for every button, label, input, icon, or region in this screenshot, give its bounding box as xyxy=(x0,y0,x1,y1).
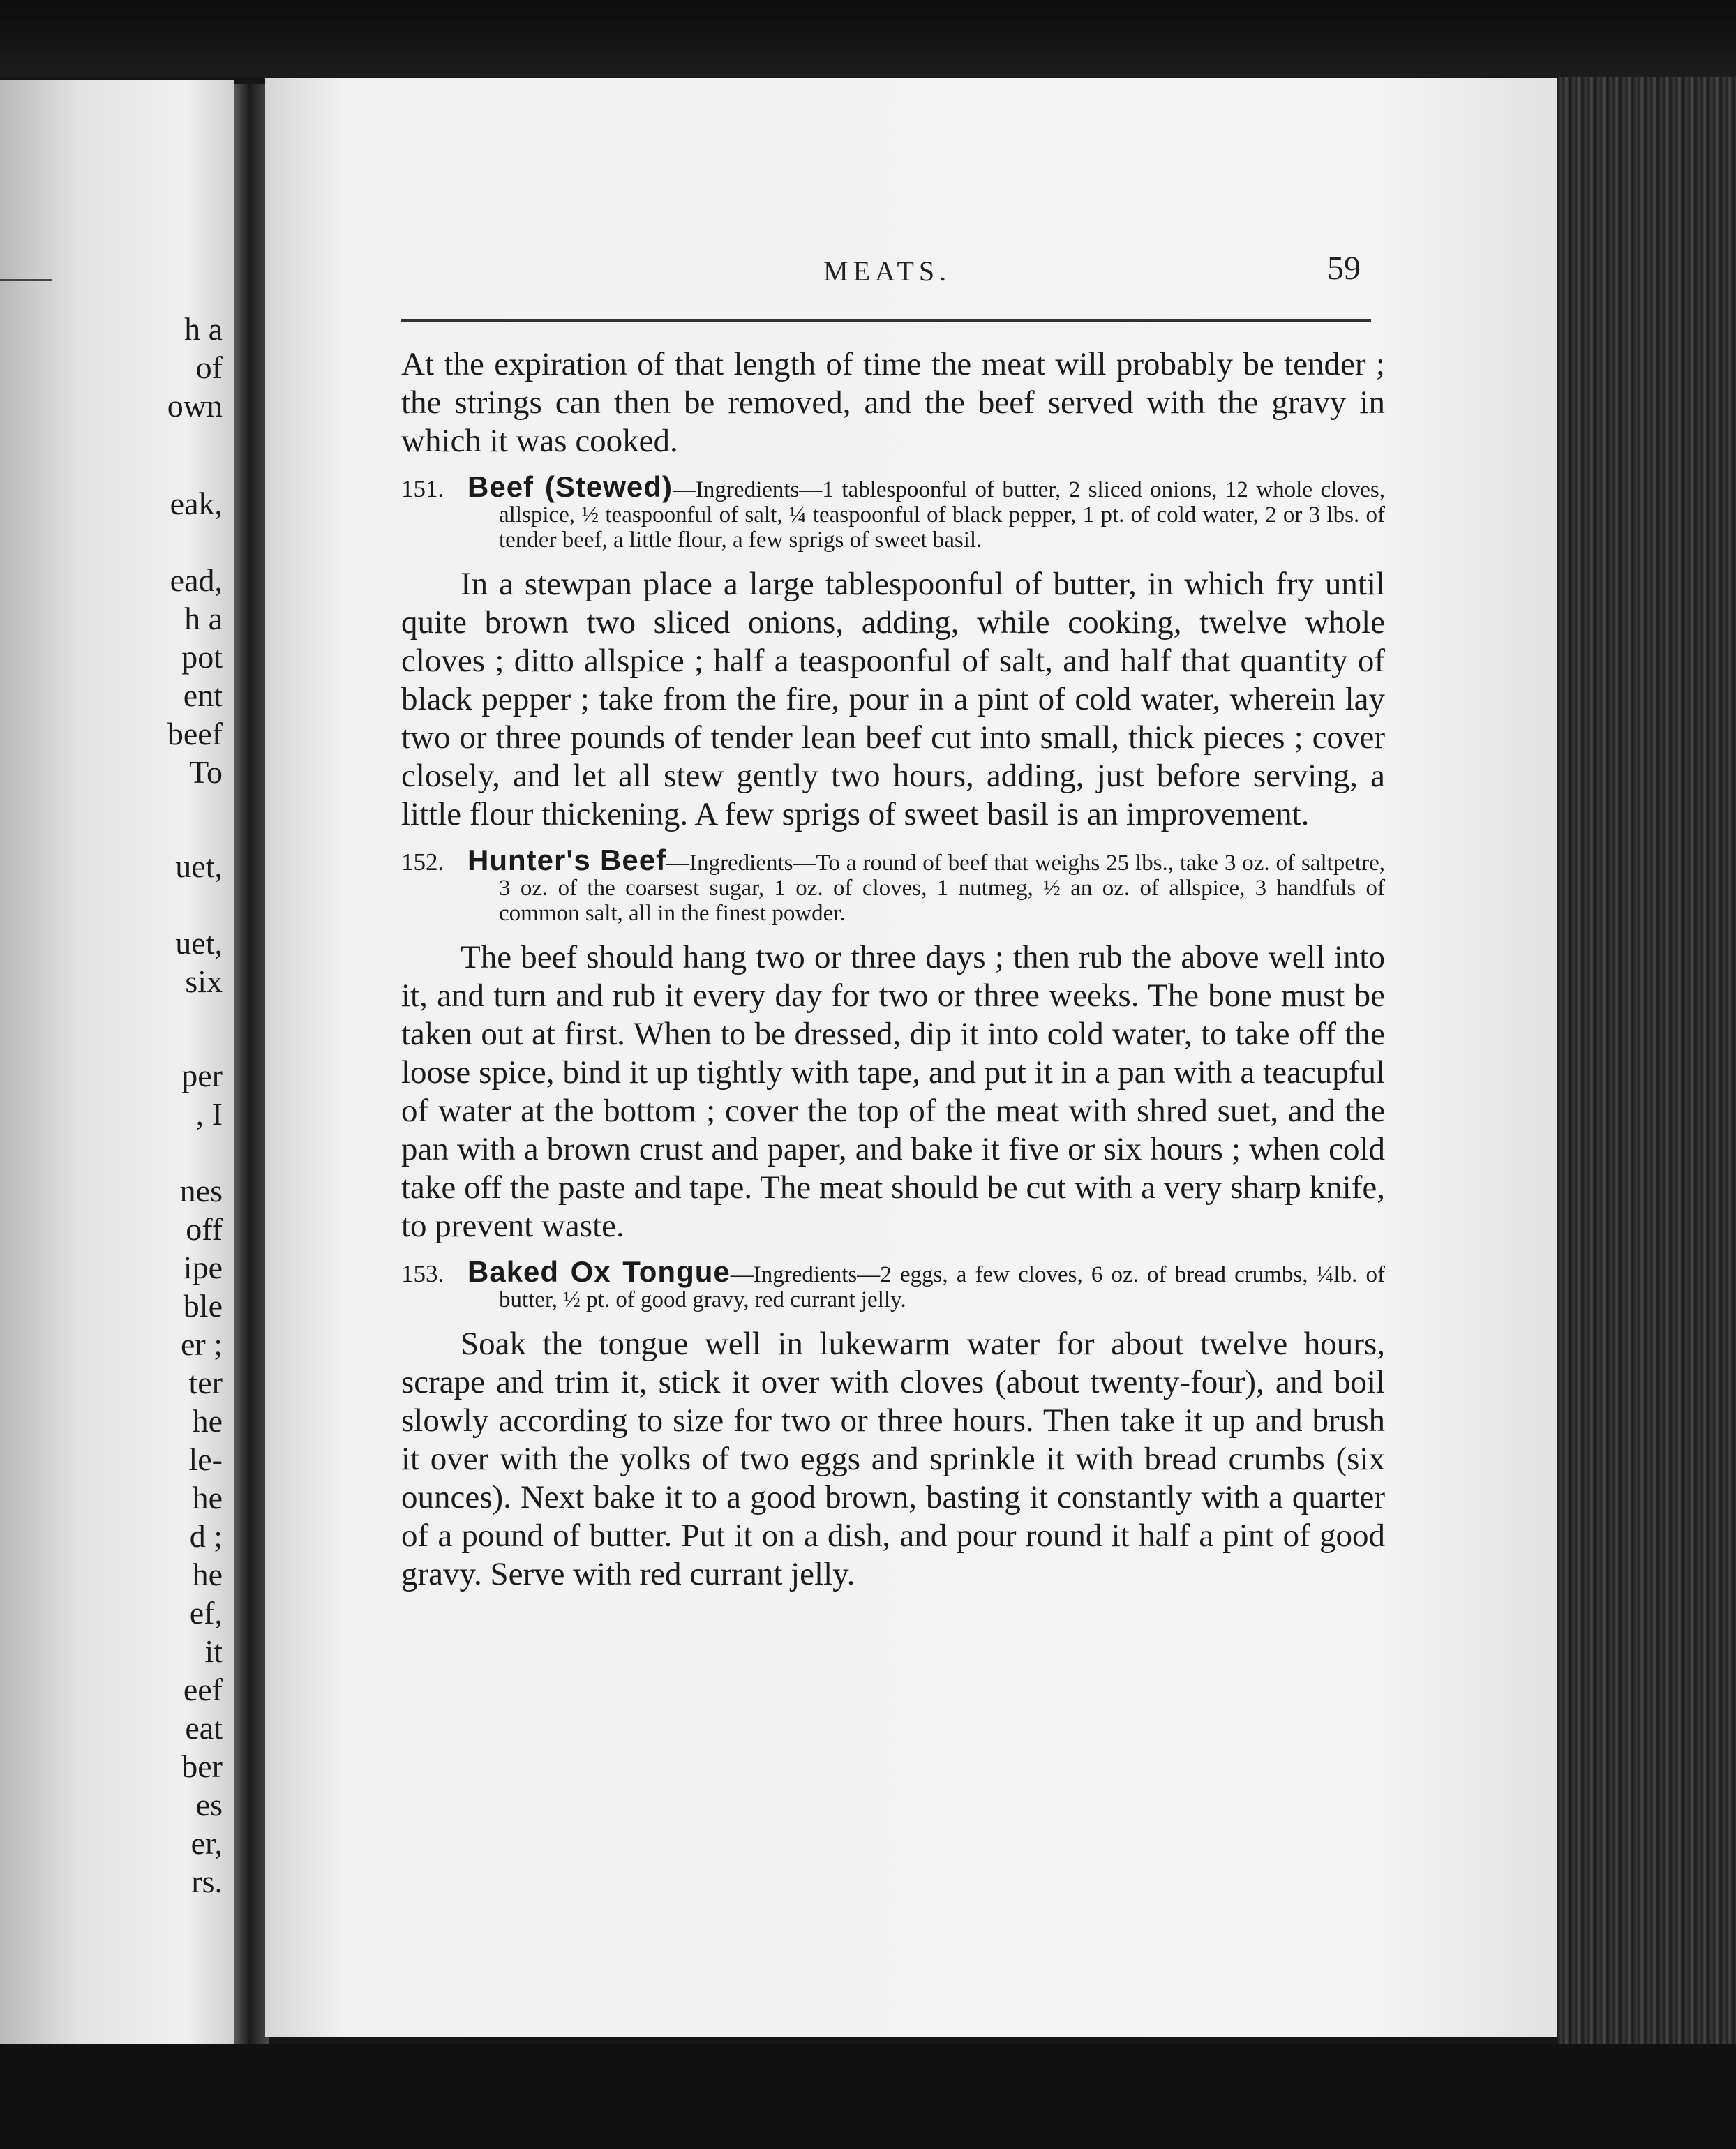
running-title: MEATS. xyxy=(823,255,952,287)
recipe-ingredients: —Ingredients—1 tablespoonful of butter, 2 sliced onions, 12 whole cloves, allspice, ½ teaspoonful of salt, ¼ teaspoonful of black pepper, 1 pt. of cold water, 2 or 3 lbs. of tender beef, a little flour, a few sprigs of sweet basil. xyxy=(499,477,1385,553)
left-text-fragment: uet, xyxy=(175,925,223,961)
left-text-fragment: er ; xyxy=(180,1326,223,1362)
previous-page-rule xyxy=(0,279,52,281)
left-text-fragment: off xyxy=(186,1211,223,1247)
left-text-fragment: uet, xyxy=(175,848,223,884)
left-text-fragment: eak, xyxy=(170,486,223,521)
header-rule xyxy=(401,319,1371,322)
left-text-fragment: own xyxy=(167,388,223,424)
scan-background-top xyxy=(0,0,1736,77)
left-text-fragment: of xyxy=(195,350,223,385)
recipe-header xyxy=(401,1255,1385,1312)
running-header xyxy=(405,250,1382,304)
recipe-instructions: In a stewpan place a large tablespoonful of butter, in which fry until quite brown two sliced onions, adding, while cooking, twelve whole cloves ; ditto allspice ; half a teaspoonful of salt, and half that quantity of black pepper ; take from the fire, pour in a pint of cold water, wherein lay two or three pounds of tender lean beef cut into small, thick pieces ; cover closely, and let all stew gently two hours, adding, just before serving, a little flour thickening. A few sprigs of sweet basil is an improvement. xyxy=(401,566,1385,832)
left-text-fragment: eat xyxy=(185,1710,223,1746)
recipe-header xyxy=(401,844,1385,926)
page-number: 59 xyxy=(1327,250,1361,287)
book-edge xyxy=(1557,77,1736,2072)
left-text-fragment: ead, xyxy=(170,562,223,598)
left-text-fragment: it xyxy=(204,1633,223,1669)
book-gutter xyxy=(234,84,269,2051)
recipe-number: 153. xyxy=(401,1260,444,1287)
left-text-fragment: ber xyxy=(181,1749,223,1784)
left-text-fragment: per xyxy=(181,1058,223,1093)
left-text-fragment: To xyxy=(189,754,223,790)
recipe-ingredients: —Ingredients—2 eggs, a few cloves, 6 oz. of bread crumbs, ¼lb. of butter, ½ pt. of good gravy, red currant jelly. xyxy=(499,1262,1385,1312)
left-text-fragment: he xyxy=(192,1403,223,1439)
left-text-fragment: ef, xyxy=(189,1595,223,1631)
left-text-fragment: ble xyxy=(183,1288,223,1324)
left-text-fragment: ipe xyxy=(183,1250,223,1285)
recipe-instructions: The beef should hang two or three days ; then rub the above well into it, and turn and rub it every day for two or three weeks. The bone must be taken out at first. When to be dressed, dip it into cold water, to take off the loose spice, bind it up tightly with tape, and put it in a pan with a teacupful of water at the bottom ; cover the top of the meat with shred suet, and the pan with a brown crust and paper, and bake it five or six hours ; when cold take off the paste and tape. The meat should be cut with a very sharp knife, to prevent waste. xyxy=(401,939,1385,1244)
left-text-fragment: h a xyxy=(184,311,223,347)
recipe-title: Baked Ox Tongue xyxy=(467,1255,731,1288)
left-text-fragment: ter xyxy=(188,1365,223,1400)
left-text-fragment: six xyxy=(185,964,223,999)
recipe-instructions: Soak the tongue well in lukewarm water for about twelve hours, scrape and trim it, stick it over with cloves (about twenty-four), and boil slowly according to size for two or three hours. Then take it up and brush it over with the yolks of two eggs and sprinkle it with bread crumbs (six ounces). Next bake it to a good brown, basting it constantly with a quarter of a pound of butter. Put it on a dish, and pour round it half a pint of good gravy. Serve with red currant jelly. xyxy=(401,1326,1385,1592)
recipe-ingredients: —Ingredients—To a round of beef that weighs 25 lbs., take 3 oz. of saltpetre, 3 oz. of the coarsest sugar, 1 oz. of cloves, 1 nutmeg, ½ an oz. of allspice, 3 handfuls of common salt, all in the finest powder. xyxy=(499,851,1385,926)
left-text-fragment: le- xyxy=(188,1442,223,1477)
left-text-fragment: es xyxy=(195,1787,223,1822)
recipe-number: 151. xyxy=(401,475,444,502)
left-text-fragment: he xyxy=(192,1557,223,1592)
left-text-fragment: eef xyxy=(183,1672,223,1707)
left-text-fragment: beef xyxy=(167,716,223,751)
previous-page-edge xyxy=(0,80,234,2051)
recipe-number: 152. xyxy=(401,848,444,876)
recipe-header xyxy=(401,470,1385,553)
left-text-fragment: he xyxy=(192,1480,223,1515)
left-text-fragment: d ; xyxy=(189,1518,223,1554)
page-body xyxy=(401,345,1385,1608)
left-text-fragment: ent xyxy=(183,677,223,713)
left-text-fragment: rs. xyxy=(191,1864,223,1899)
left-text-fragment: er, xyxy=(190,1825,223,1861)
scan-background-bottom xyxy=(0,2044,1736,2149)
left-text-fragment: nes xyxy=(179,1173,223,1208)
recipe-title: Hunter's Beef xyxy=(467,844,667,876)
left-text-fragment: , I xyxy=(195,1096,223,1132)
recipe-title: Beef (Stewed) xyxy=(467,470,673,503)
left-text-fragment: h a xyxy=(184,601,223,636)
left-text-fragment: pot xyxy=(181,639,223,675)
intro-paragraph: At the expiration of that length of time the meat will probably be tender ; the strings can then be removed, and the beef served with the gravy in which it was cooked. xyxy=(401,346,1385,459)
